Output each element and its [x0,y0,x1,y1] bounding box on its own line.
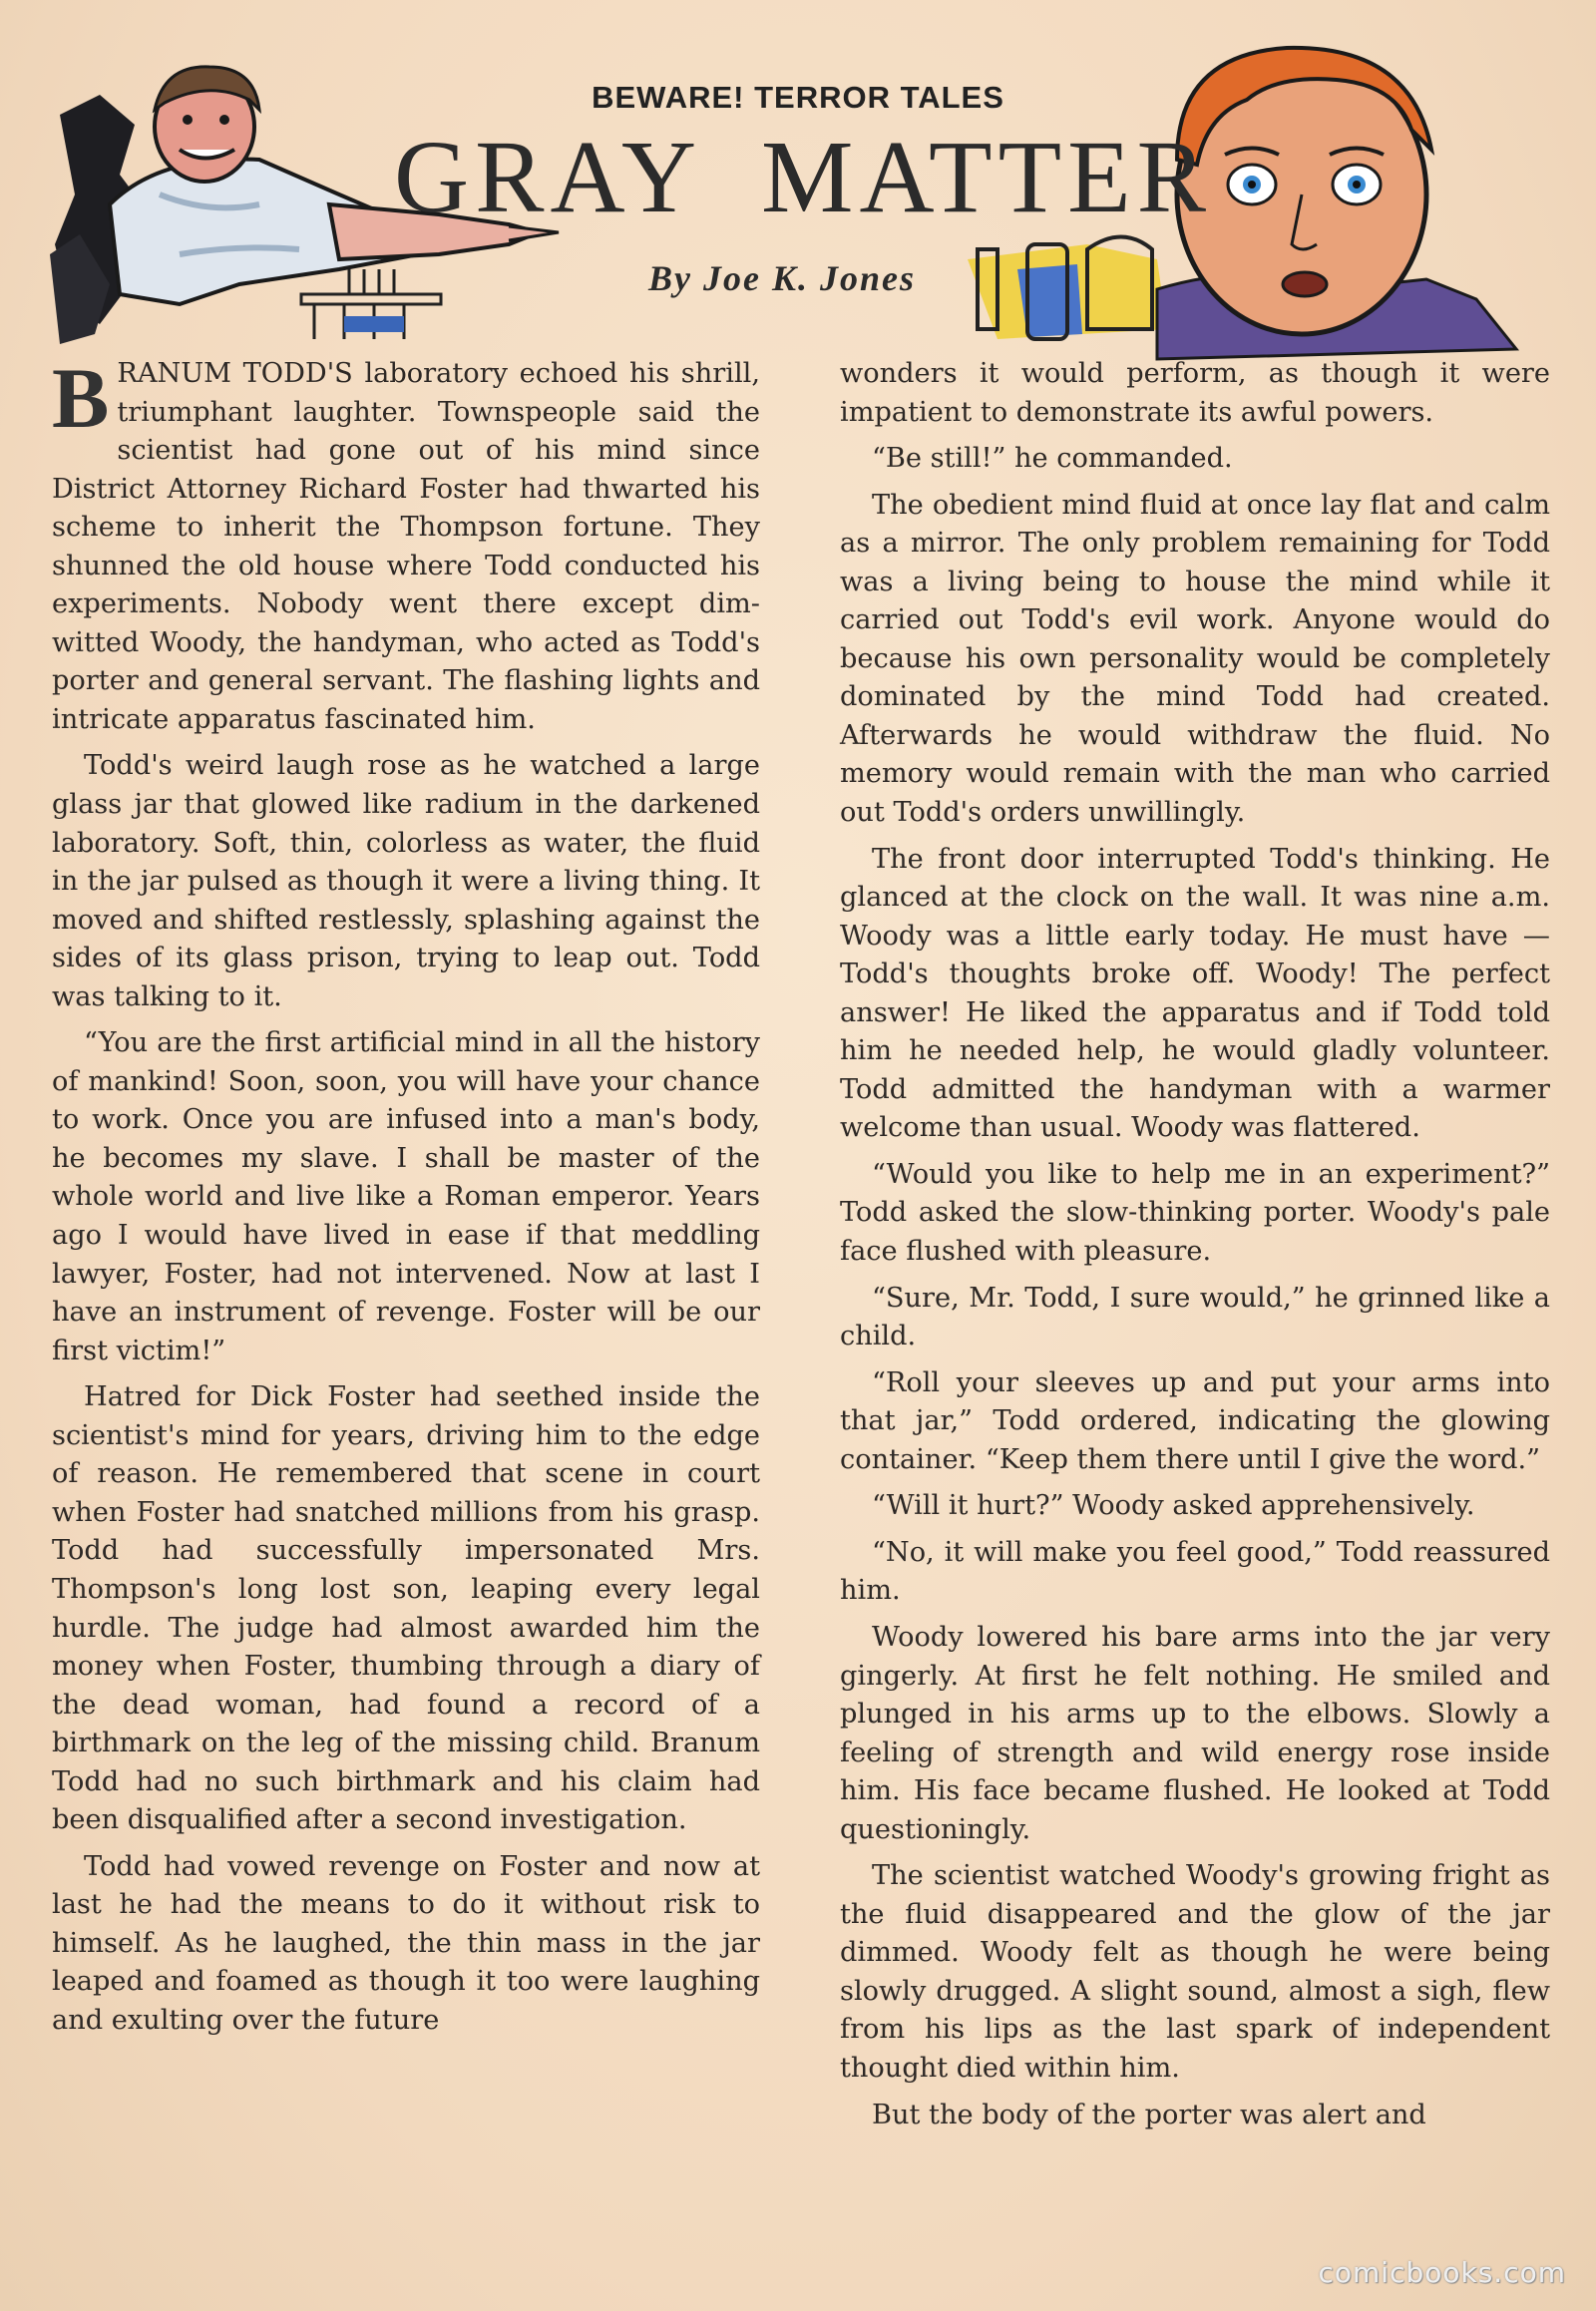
paragraph: But the body of the porter was alert and [872,2099,1426,2130]
paragraph: Hatred for Dick Foster had seethed inside the scientist's mind for years, driving him to the edge of reason. He remembered that scene in court when Foster had snatched millions from his grasp. Todd had successfully impersonated Mrs. Thompson's long lost son, leaping every legal hurdle. The judge had almost awarded him the money when Foster, thumbing through a diary of the dead woman, had found a record of a birthmark on the leg of the missing child. Branum Todd had no such birthmark and his claim had been disqualified after a second investigation. [52,1381,760,1836]
paragraph: “Would you like to help me in an experiment?” Todd asked the slow-thinking porter. Woody's pale face flushed with pleasure. [840,1158,1550,1268]
paragraph: “No, it will make you feel good,” Todd reassured him. [840,1536,1550,1607]
paragraph: Todd had vowed revenge on Foster and now at last he had the means to do it without risk to himself. As he laughed, the thin mass in the jar leaped and foamed as though it too were laughing and exulting over the future [52,1850,760,2036]
paragraph: “Be still!” he commanded. [872,443,1233,475]
story-header [0,0,1596,359]
paragraph: Todd's weird laugh rose as he watched a large glass jar that glowed like radium in the darkened laboratory. Soft, thin, colorless as water, the fluid in the jar pulsed as though it were a living thing. It moved and shifted restlessly, splashing against the sides of its glass prison, trying to leap out. Todd was talking to it. [52,750,760,1012]
story-title [394,118,1212,236]
byline: By Joe K. Jones [648,258,916,298]
watermark: comicbooks.com [1318,2256,1566,2289]
paragraph: “Will it hurt?” Woody asked apprehensively. [872,1490,1475,1522]
paragraph: Woody lowered his bare arms into the jar very gingerly. At first he felt nothing. He smiled and plunged in his arms up to the elbows. Slowly a feeling of strength and wild energy rose inside him. His face became flushed. He looked at Todd questioningly. [840,1621,1550,1845]
title-word-gray: GRAY [394,120,703,234]
paragraph: “Sure, Mr. Todd, I sure would,” he grinned like a child. [840,1282,1550,1352]
paragraph: The obedient mind fluid at once lay flat and calm as a mirror. The only problem remaining for Todd was a living being to house the mind while it carried out Todd's evil work. Anyone would do because his own personality would be completely dominated by the mind Todd had created. Afterwards he would withdraw the fluid. No memory would remain with the man who carried out Todd's orders unwillingly. [840,489,1550,829]
paragraph: The front door interrupted Todd's thinking. He glanced at the clock on the wall. It was nine a.m. Woody was a little early today. He must have — Todd's thoughts broke off. Woody! The perfect answer! He liked the apparatus and if Todd told him he needed help, he would gladly volunteer. Todd admitted the handyman with a warmer welcome than usual. Woody was flattered. [840,843,1550,1144]
drop-cap: B [52,350,110,446]
paragraph: BRANUM TODD'S laboratory echoed his shrill, triumphant laughter. Townspeople said the scientist had gone out of his mind since District Attorney Richard Foster had thwarted his scheme to inherit the Thompson fortune. They shunned the old house where Todd conducted his experiments. Nobody went there except dim-witted Woody, the handyman, who acted as Todd's porter and general servant. The flashing lights and intricate apparatus fascinated him. [52,350,760,735]
paragraph: wonders it would perform, as though it were impatient to demonstrate its awful powers. [840,358,1550,428]
title-word-matter: MATTER [761,120,1212,234]
paragraph: “You are the first artificial mind in all the history of mankind! Soon, soon, you will have your chance to work. Once you are infused into a man's body, he becomes my slave. I shall be master of the whole world and live like a Roman emperor. Years ago I would have lived in ease if that meddling lawyer, Foster, had not intervened. Now at last I have an instrument of revenge. Foster will be our first victim!” [52,1027,760,1366]
paragraph: The scientist watched Woody's growing fright as the fluid disappeared and the glow of the jar dimmed. Woody felt as though he were being slowly drugged. A slight sound, almost a sigh, flew from his lips as the last spark of independent thought died within him. [840,1860,1550,2084]
paragraph: “Roll your sleeves up and put your arms into that jar,” Todd ordered, indicating the glowing container. “Keep them there until I give the word.” [840,1366,1550,1475]
right-column [840,355,1550,2142]
series-title: BEWARE! TERROR TALES [592,80,1004,115]
left-column [52,350,760,2049]
